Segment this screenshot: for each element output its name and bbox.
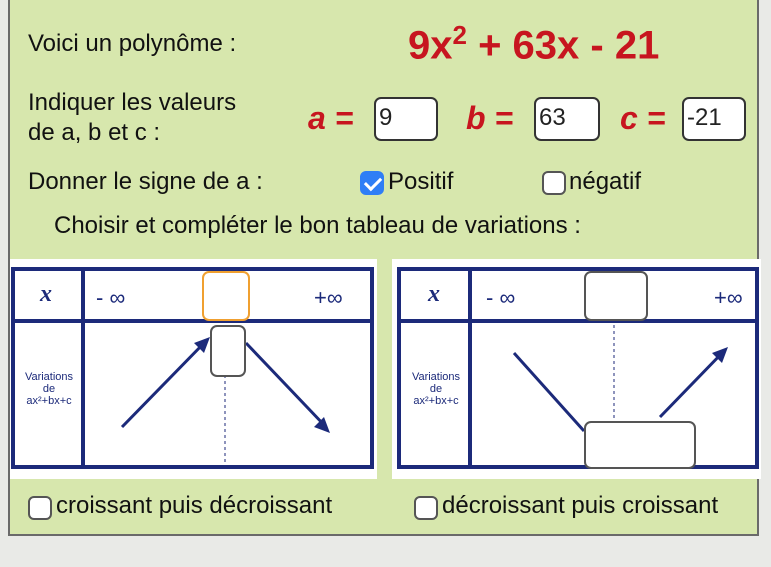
minus-inf-left: - ∞ <box>96 285 126 310</box>
right-x-root-input[interactable] <box>584 271 648 321</box>
left-extremum-input[interactable] <box>210 325 246 377</box>
choice-left-label: croissant puis décroissant <box>56 492 333 519</box>
choice-left-checkbox[interactable] <box>28 496 52 520</box>
choice-right-label: décroissant puis croissant <box>442 492 719 519</box>
poly-exponent: 2 <box>452 20 467 50</box>
row-label-right-l3: ax²+bx+c <box>413 395 459 407</box>
right-arrow-down <box>514 353 584 431</box>
table-right-grid <box>392 259 761 479</box>
b-input[interactable]: 63 <box>534 97 600 141</box>
row-label-left-l3: ax²+bx+c <box>26 395 72 407</box>
left-arrow-down <box>246 343 326 427</box>
negative-checkbox[interactable] <box>542 171 566 195</box>
b-label: b = <box>466 100 514 136</box>
left-x-root-input[interactable] <box>202 271 250 321</box>
row-label-left-l1: Variations <box>24 371 74 383</box>
choice-right-checkbox[interactable] <box>414 496 438 520</box>
negative-label: négatif <box>569 168 642 195</box>
table-prompt: Choisir et compléter le bon tableau de variations : <box>54 212 581 239</box>
right-arrow-up <box>660 351 724 417</box>
c-label: c = <box>620 100 666 136</box>
positive-checkbox[interactable] <box>360 171 384 195</box>
poly-rest: + 63x - 21 <box>466 23 660 68</box>
c-input[interactable]: -21 <box>682 97 746 141</box>
coef-prompt-line2: de a, b et c : <box>28 119 161 146</box>
minus-inf-right: - ∞ <box>486 285 516 310</box>
sign-prompt: Donner le signe de a : <box>28 168 263 195</box>
a-label: a = <box>308 100 354 136</box>
variation-table-left <box>10 259 377 479</box>
row-label-left-l2: de <box>42 383 56 395</box>
exercise-card <box>8 0 759 536</box>
variation-table-right <box>392 259 761 479</box>
plus-inf-right: +∞ <box>714 285 743 310</box>
polynomial <box>408 20 659 68</box>
row-label-left <box>14 371 84 407</box>
row-label-right <box>402 371 470 407</box>
x-header-right: x <box>428 281 440 307</box>
intro-text: Voici un polynôme : <box>28 30 237 57</box>
coef-prompt <box>28 88 236 148</box>
a-input[interactable]: 9 <box>374 97 438 141</box>
row-label-right-l1: Variations <box>411 371 461 383</box>
positive-label: Positif <box>388 168 454 195</box>
row-label-right-l2: de <box>429 383 443 395</box>
left-arrow-up <box>122 341 206 427</box>
plus-inf-left: +∞ <box>314 285 343 310</box>
right-extremum-input[interactable] <box>584 421 696 469</box>
x-header-left: x <box>40 281 52 307</box>
coef-prompt-line1: Indiquer les valeurs <box>28 89 237 116</box>
poly-term1: 9x <box>408 23 453 68</box>
